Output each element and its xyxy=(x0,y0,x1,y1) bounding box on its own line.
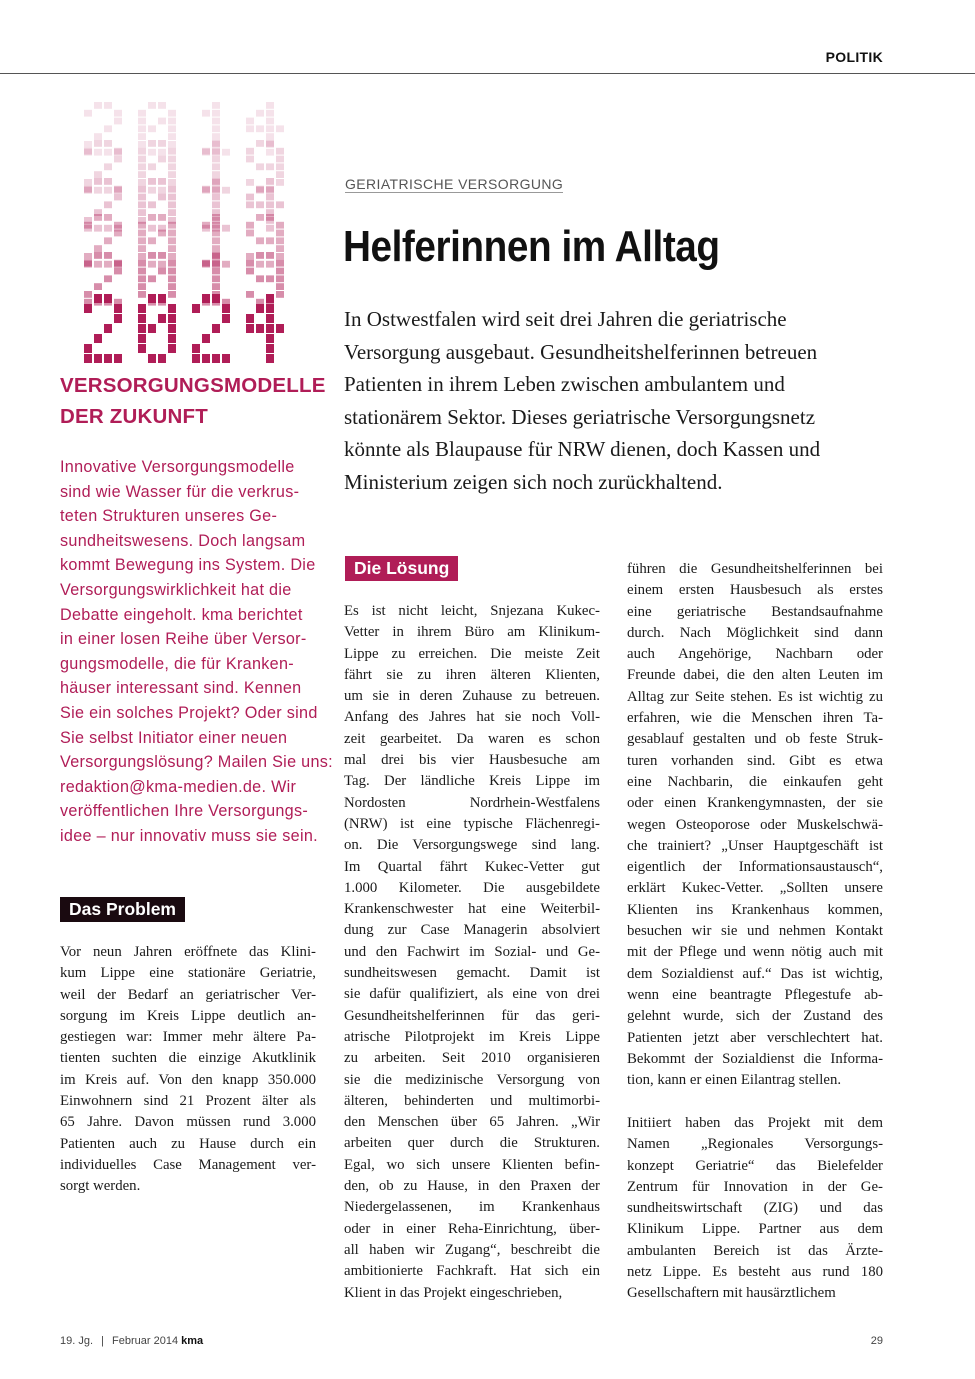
lead-line: Patienten in ihrem Leben zwischen ambulantem und xyxy=(344,372,785,397)
column-2-line: gesablauf gestalten und ob feste Struk- xyxy=(627,731,883,748)
column-2-line: Bekommt der Sozialdienst die Informa- xyxy=(627,1050,883,1067)
column-1-line: fährt sie zu ihren älteren Klienten, xyxy=(344,666,600,683)
column-1-line: den, ob zu Hause, in den Praxen der xyxy=(344,1178,600,1195)
column-1-line: atrische Pilotprojekt im Kreis Lippe xyxy=(344,1028,600,1045)
column-2-line: erfahren, wie die Menschen ihren Ta- xyxy=(627,710,883,727)
column-1-line: dung zur Case Managerin absolviert xyxy=(344,922,600,939)
column-1-line: Niedergelassenen, im Krankenhaus xyxy=(344,1199,600,1216)
intro-line: veröffentlichen Ihre Versorgungs- xyxy=(60,802,309,821)
problem-text xyxy=(60,942,316,1198)
column-1-line: Egal, wo sich unsere Klienten befin- xyxy=(344,1156,600,1173)
article-column-1 xyxy=(344,601,600,1304)
footer-separator: | xyxy=(101,1335,104,1347)
column-1-line: on. Die Versorgungswege sind lang. xyxy=(344,837,600,854)
lead-line: Ministerium zeigen sich noch zurückhaltend. xyxy=(344,469,723,494)
column-2-line: erklärt Kukec-Vetter. „Sollten unsere xyxy=(627,880,883,897)
problem-line: im Kreis auf. Von den knapp 350.000 xyxy=(60,1071,316,1088)
column-1-line: oder in einer Reha-Einrichtung, über- xyxy=(344,1220,600,1237)
column-1-line: arbeiten quer durch die Strukturen. xyxy=(344,1135,600,1152)
column-2-line: einem ersten Hausbesuch als erstes xyxy=(627,582,883,599)
column-2-line: oder einen Krankengymnasten, der sie xyxy=(627,795,883,812)
column-1-line: mal drei bis vier Hausbesuche am xyxy=(344,752,600,769)
column-1-line: um sie in deren Zuhause zu betreuen. xyxy=(344,688,600,705)
problem-line: Vor neun Jahren eröffnete das Klini- xyxy=(60,944,316,960)
column-2b-line: konzept Geriatrie“ das Bielefelder xyxy=(627,1157,883,1174)
column-1-line: sundheitswesen gemacht. Damit ist xyxy=(344,965,600,982)
column-1-line: Im Quartal fährt Kukec-Vetter gut xyxy=(344,858,600,875)
column-2-line: auch Angehörige, Nachbarn oder xyxy=(627,646,883,663)
column-2-line: Alltag zur Seite stehen. Es ist wichtig zu xyxy=(627,688,883,705)
footer-left xyxy=(60,1335,203,1347)
problem-line: gestiegen war: Immer mehr ältere Pa- xyxy=(60,1029,316,1046)
column-2b-line: Namen „Regionales Versorgungs- xyxy=(627,1136,883,1153)
intro-line: Debatte eingeholt. kma berichtet xyxy=(60,605,303,624)
column-2b-line: Initiiert haben das Projekt mit dem xyxy=(627,1115,883,1131)
lead-line: stationärem Sektor. Dieses geriatrische Versorgungsnetz xyxy=(344,404,816,429)
intro-line: Versorgungslösung? Mailen Sie uns: xyxy=(60,753,333,772)
intro-line: sind wie Wasser für die verkrus- xyxy=(60,482,300,501)
year-layer-2019 xyxy=(84,214,284,268)
article-column-2-continued xyxy=(627,1113,883,1305)
column-2-line: gelehnt wurde, sich der Zustand des xyxy=(627,1008,883,1025)
column-1-line: sie die medizinische Versorgung von xyxy=(344,1071,600,1088)
year-layer-2024 xyxy=(84,294,284,363)
column-2-line: mit der Pflege und wenn nötig auch mit xyxy=(627,944,883,961)
lead-line: In Ostwestfalen wird seit drei Jahren die geriatrische xyxy=(344,307,787,331)
article-kicker: GERIATRISCHE VERSORGUNG xyxy=(345,176,564,192)
problem-line: 65 Jahre. Davon müssen rund 3.000 xyxy=(60,1114,316,1131)
column-2-line: besuchen wir sie und nehmen Kontakt xyxy=(627,923,883,940)
lead-line: Versorgung ausgebaut. Gesundheitshelferinnen betreuen xyxy=(344,339,818,364)
article-lead xyxy=(344,303,884,499)
problem-line: Einwohnern sind 21 Prozent älter als xyxy=(60,1093,316,1110)
page-number: 29 xyxy=(870,1335,883,1347)
year-layer-2014 xyxy=(84,102,284,156)
sidebar-heading xyxy=(60,370,330,432)
intro-line: Sie selbst Initiator einer neuen xyxy=(60,728,288,747)
column-1-line: älteren, behinderten und multimorbi- xyxy=(344,1092,600,1109)
intro-line: Versorgungswirklichkeit hat die xyxy=(60,580,292,599)
column-1-line: (NRW) ist eine typische Flächenregi- xyxy=(344,815,600,832)
problem-line: Patienten auch zu Hause durch ein xyxy=(60,1135,316,1152)
problem-line: sorgung im Kreis Lippe deutlich an- xyxy=(60,1007,316,1024)
column-2-line: Klienten ins Krankenhaus kommen, xyxy=(627,901,883,918)
intro-line: sundheitswesens. Doch langsam xyxy=(60,531,306,550)
column-1-line: Anfang des Jahres hat sie noch Voll- xyxy=(344,709,600,726)
year-layer-2019 xyxy=(84,252,284,306)
sidebar-heading-line: DER ZUKUNFT xyxy=(60,405,208,428)
article-column-2 xyxy=(627,559,883,1091)
intro-line: kommt Bewegung ins System. Die xyxy=(60,556,316,575)
column-2-line: wegen Osteoporose oder Muskelschwä- xyxy=(627,816,883,833)
column-1-line: sie dafür qualifiziert, als eine von drei xyxy=(344,986,600,1003)
solution-label: Die Lösung xyxy=(345,556,458,581)
year-layer-2019 xyxy=(84,140,284,194)
column-1-line: ambitionierte Fachkraft. Hat sich ein xyxy=(344,1263,600,1280)
footer-issue: Februar 2014 xyxy=(112,1335,179,1347)
column-1-line: Nordosten Nordrhein-Westfalens xyxy=(344,794,600,811)
intro-line: gungsmodelle, die für Kranken- xyxy=(60,654,294,673)
sidebar-heading-line: VERSORGUNGSMODELLE xyxy=(60,374,326,397)
column-2-line: wenn eine beantragte Pflegestufe ab- xyxy=(627,986,883,1003)
header-rule xyxy=(0,73,975,74)
problem-line: individuelles Case Management ver- xyxy=(60,1156,316,1173)
problem-line: sorgt werden. xyxy=(60,1178,141,1195)
column-2b-line: ambulanten Bereich ist das Ärzte- xyxy=(627,1242,883,1259)
intro-line: idee – nur innovativ muss sie sein. xyxy=(60,826,318,845)
column-1-line: Lippe zu erreichen. Die meiste Zeit xyxy=(344,645,600,662)
article-title: Helferinnen im Alltag xyxy=(343,222,720,271)
column-2b-line: Gesellschaftern mit hausärztlichem xyxy=(627,1285,836,1302)
intro-line: redaktion@kma-medien.de. Wir xyxy=(60,777,297,796)
column-1-line: Vetter in ihrem Büro am Klinikum- xyxy=(344,624,600,641)
column-2b-line: sundheitswirtschaft (ZIG) und das xyxy=(627,1200,883,1217)
column-2-line: eine Nachbarin, die einkaufen geht xyxy=(627,773,883,790)
column-2-line: che trainiert? „Unser Hauptgeschäft ist xyxy=(627,837,883,854)
intro-line: Sie ein solches Projekt? Oder sind xyxy=(60,703,318,722)
column-2-line: führen die Gesundheitshelferinnen bei xyxy=(627,561,883,577)
column-2-line: tion, kann er einen Eilantrag stellen. xyxy=(627,1072,842,1089)
column-1-line: und den Fachwirt im Sozial- und Ge- xyxy=(344,943,600,960)
column-1-line: Klient in das Projekt eingeschrieben, xyxy=(344,1284,563,1301)
intro-line: Innovative Versorgungsmodelle xyxy=(60,458,295,476)
problem-line: kum Lippe eine stationäre Geriatrie, xyxy=(60,965,316,982)
column-2-line: turen vorhanden sind. Gibt es etwa xyxy=(627,752,883,769)
problem-line: weil der Bedarf an geriatrischer Ver- xyxy=(60,986,316,1003)
column-1-line: Tag. Der ländliche Kreis Lippe im xyxy=(344,773,600,790)
column-2b-line: netz Lippe. Es besteht aus rund 180 xyxy=(627,1264,883,1281)
footer-brand: kma xyxy=(181,1335,204,1347)
lead-line: könnte als Blaupause für NRW dienen, doch Kassen und xyxy=(344,437,821,462)
column-1-line: 1.000 Kilometer. Die ausgebildete xyxy=(344,879,600,896)
column-2-line: dem Sozialdienst auf.“ Das ist wichtig, xyxy=(627,965,883,982)
column-2-line: durch. Nach Möglichkeit sind dann xyxy=(627,624,883,641)
column-2-line: Freunde dabei, die den alten Leuten im xyxy=(627,667,883,684)
column-2-line: Patienten jetzt aber verschlechtert hat. xyxy=(627,1029,883,1046)
column-1-line: Es ist nicht leicht, Snjezana Kukec- xyxy=(344,603,600,619)
column-1-line: zeit gearbeitet. Da waren es schon xyxy=(344,730,600,747)
problem-label: Das Problem xyxy=(60,897,185,922)
column-2b-line: Klinikum Lippe. Partner aus dem xyxy=(627,1221,883,1238)
column-1-line: zu arbeiten. Seit 2010 organisieren xyxy=(344,1050,600,1067)
column-2-line: eine geriatrische Bestandsaufnahme xyxy=(627,603,883,620)
intro-line: teten Strukturen unseres Ge- xyxy=(60,507,278,526)
column-2-line: eigentlich der Informationsaustausch“, xyxy=(627,859,883,876)
intro-line: in einer losen Reihe über Versor- xyxy=(60,630,307,649)
column-1-line: all haben wir Zugang“, beschreibt die xyxy=(344,1241,600,1258)
sidebar-intro xyxy=(60,455,333,849)
section-label: POLITIK xyxy=(825,49,883,65)
column-2b-line: Zentrum für Innovation in der Ge- xyxy=(627,1178,883,1195)
year-pixel-graphic xyxy=(84,102,296,364)
column-1-line: Gesundheitshelferinnen für das geri- xyxy=(344,1007,600,1024)
column-1-line: den Menschen über 65 Jahren. „Wir xyxy=(344,1114,600,1131)
intro-line: häuser interessant sind. Kennen xyxy=(60,679,302,698)
footer-volume: 19. Jg. xyxy=(60,1335,94,1347)
problem-line: tienten suchten die einzige Akutklinik xyxy=(60,1050,316,1067)
column-1-line: Krankenschwester hat eine Weiterbil- xyxy=(344,901,600,918)
